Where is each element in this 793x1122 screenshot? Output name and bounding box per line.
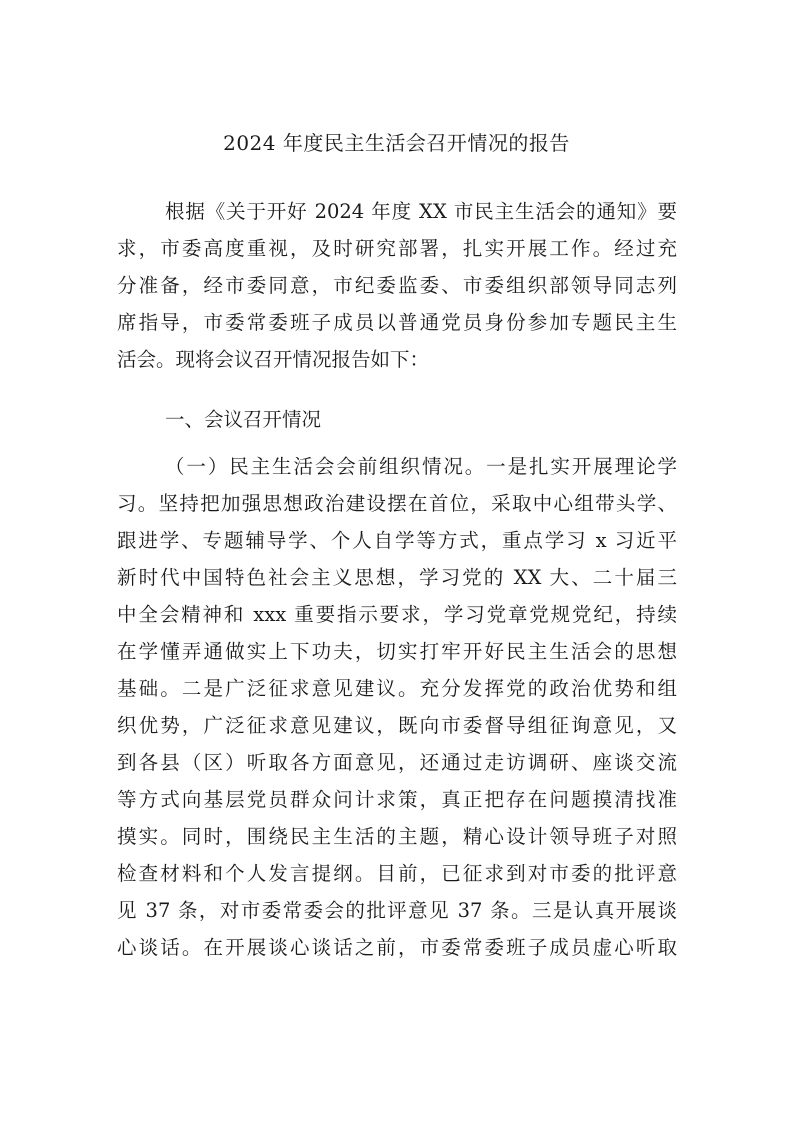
paragraph-line: 在学懂弄通做实上下功夫，切实打牢开好民主生活会的思想 [117, 640, 677, 663]
paragraph-line: 席指导，市委常委班子成员以普通党员身份参加专题民主生 [117, 311, 677, 334]
paragraph-line: 基础。二是广泛征求意见建议。充分发挥党的政治优势和组 [117, 677, 677, 700]
paragraph-line: 织优势，广泛征求意见建议，既向市委督导组征询意见，又 [117, 714, 677, 737]
paragraph-line: 习。坚持把加强思想政治建设摆在首位，采取中心组带头学、 [117, 492, 677, 515]
paragraph-line: 摸实。同时，围绕民主生活的主题，精心设计领导班子对照 [117, 825, 677, 848]
paragraph-line: 检查材料和个人发言提纲。目前，已征求到对市委的批评意 [117, 862, 677, 885]
paragraph-line: 新时代中国特色社会主义思想，学习党的 XX 大、二十届三 [117, 566, 677, 589]
section-heading: 一、会议召开情况 [165, 408, 322, 431]
paragraph-line: 到各县（区）听取各方面意见，还通过走访调研、座谈交流 [117, 751, 677, 774]
paragraph-line: （一）民主生活会会前组织情况。一是扎实开展理论学 [165, 455, 677, 478]
paragraph-line: 中全会精神和 xxx 重要指示要求，学习党章党规党纪，持续 [117, 603, 677, 626]
paragraph-line: 根据《关于开好 2024 年度 XX 市民主生活会的通知》要 [165, 200, 677, 223]
paragraph-line: 求，市委高度重视，及时研究部署，扎实开展工作。经过充 [117, 237, 677, 260]
paragraph-line: 跟进学、专题辅导学、个人自学等方式，重点学习 x 习近平 [117, 529, 677, 552]
paragraph-line: 等方式向基层党员群众问计求策，真正把存在问题摸清找准 [117, 788, 677, 811]
paragraph-line: 心谈话。在开展谈心谈话之前，市委常委班子成员虚心听取 [117, 936, 677, 959]
paragraph-line: 活会。现将会议召开情况报告如下： [117, 348, 430, 371]
paragraph-line: 分准备，经市委同意，市纪委监委、市委组织部领导同志列 [117, 274, 677, 297]
document-title: 2024 年度民主生活会召开情况的报告 [223, 131, 570, 155]
paragraph-line: 见 37 条，对市委常委会的批评意见 37 条。三是认真开展谈 [117, 899, 677, 922]
